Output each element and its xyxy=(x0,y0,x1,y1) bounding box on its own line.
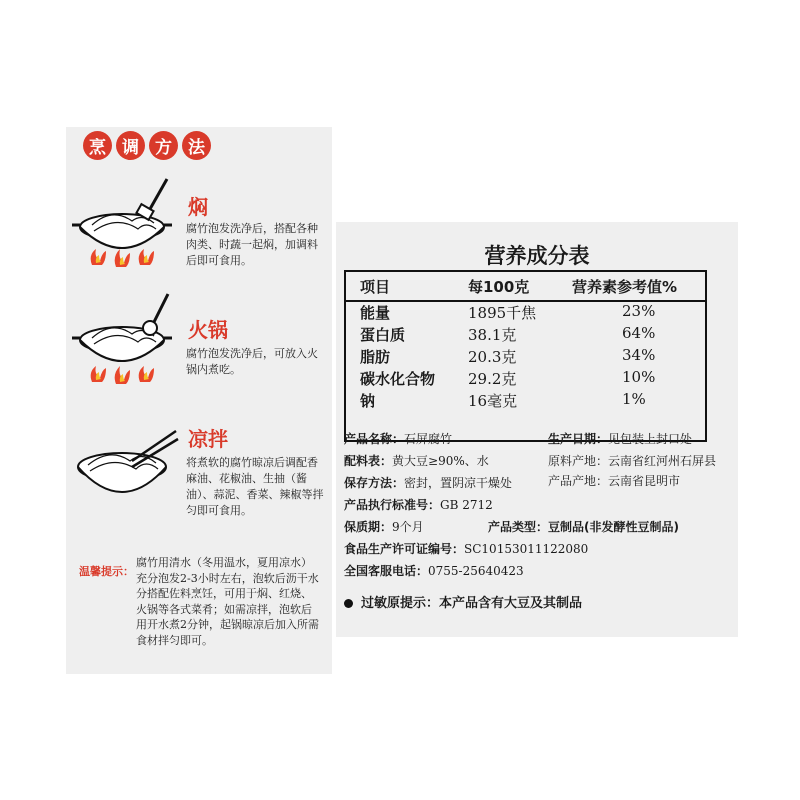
standard xyxy=(344,496,493,513)
product-name-label: 产品名称： xyxy=(344,432,405,446)
tip-text: 腐竹用清水（冬用温水，夏用凉水）充分泡发2-3小时左右，泡软后沥干水分搭配佐料烹饪，可用于焖、红烧、火锅等各式菜肴；如需凉拌，泡软后用开水煮2分钟，起锅晾凉后加入所需食材拌匀即可。 xyxy=(136,556,319,647)
production-origin-value: 云南省昆明市 xyxy=(608,474,681,488)
row-item: 蛋白质 xyxy=(360,326,406,344)
method-name: 焖 xyxy=(188,195,208,219)
wok-ladle-icon xyxy=(72,292,182,392)
header-per100: 每100克 xyxy=(468,278,530,296)
row-per100: 1895千焦 xyxy=(468,304,537,322)
hotline-label: 全国客服电话： xyxy=(344,564,429,578)
ingredients xyxy=(344,452,489,469)
table-row xyxy=(346,324,705,348)
info-panel xyxy=(336,222,738,637)
raw-origin xyxy=(548,452,716,469)
shelf-life-label: 保质期： xyxy=(344,520,393,534)
method-desc: 腐竹泡发洗净后，可放入火锅内煮吃。 xyxy=(186,347,318,376)
row-nrv: 64% xyxy=(622,324,656,342)
table-row xyxy=(346,302,705,326)
license xyxy=(344,540,588,557)
license-label: 食品生产许可证编号： xyxy=(344,542,465,556)
method-desc: 将煮软的腐竹晾凉后调配香麻油、花椒油、生抽（酱油）、蒜泥、香菜、辣椒等拌匀即可食用。 xyxy=(186,456,324,517)
table-row xyxy=(346,390,705,414)
hotline xyxy=(344,562,524,579)
table-row xyxy=(346,346,705,370)
row-nrv: 1% xyxy=(622,390,646,408)
title-char: 调 xyxy=(116,131,145,160)
row-item: 能量 xyxy=(360,304,391,322)
shelf-life-value: 9个月 xyxy=(392,520,424,534)
nutrition-table xyxy=(344,270,707,442)
row-nrv: 34% xyxy=(622,346,656,364)
row-per100: 29.2克 xyxy=(468,370,517,388)
cooking-title xyxy=(83,131,211,160)
bullet-icon xyxy=(344,599,353,608)
method-name: 火锅 xyxy=(188,318,228,342)
row-nrv: 23% xyxy=(622,302,656,320)
raw-origin-value: 云南省红河州石屏县 xyxy=(608,454,717,468)
row-item: 脂肪 xyxy=(360,348,391,366)
storage xyxy=(344,474,512,491)
product-name-value: 石屏腐竹 xyxy=(404,432,453,446)
hotline-value: 0755-25640423 xyxy=(428,564,524,578)
table-row xyxy=(346,368,705,392)
nutrition-title: 营养成分表 xyxy=(484,244,590,268)
product-type-value: 豆制品(非发酵性豆制品) xyxy=(548,520,679,534)
production-origin-label: 产品产地： xyxy=(548,474,609,488)
product-name xyxy=(344,430,452,447)
product-type-label: 产品类型： xyxy=(488,520,549,534)
raw-origin-label: 原料产地： xyxy=(548,454,609,468)
license-value: SC10153011122080 xyxy=(464,542,589,556)
row-nrv: 10% xyxy=(622,368,656,386)
method-desc: 腐竹泡发洗净后，搭配各种肉类、时蔬一起焖，加调料后即可食用。 xyxy=(186,222,318,267)
row-per100: 20.3克 xyxy=(468,348,517,366)
standard-value: GB 2712 xyxy=(440,498,493,512)
production-date-value: 见包装上封口处 xyxy=(608,432,693,446)
cooking-panel xyxy=(66,127,332,674)
storage-label: 保存方法： xyxy=(344,476,405,490)
method-name: 凉拌 xyxy=(188,427,228,451)
ingredients-label: 配料表： xyxy=(344,454,393,468)
shelf-life xyxy=(344,518,424,535)
product-type xyxy=(488,518,679,535)
allergen-notice xyxy=(344,592,582,611)
title-char: 法 xyxy=(182,131,211,160)
row-per100: 16毫克 xyxy=(468,392,518,410)
header-item: 项目 xyxy=(360,278,391,296)
row-per100: 38.1克 xyxy=(468,326,517,344)
production-date-label: 生产日期： xyxy=(548,432,609,446)
standard-label: 产品执行标准号： xyxy=(344,498,441,512)
production-origin xyxy=(548,472,680,489)
table-header xyxy=(346,272,705,302)
row-item: 钠 xyxy=(360,392,376,410)
storage-value: 密封，置阴凉干燥处 xyxy=(404,476,513,490)
ingredients-value: 黄大豆≥90%、水 xyxy=(392,454,489,468)
tip-label: 温馨提示： xyxy=(79,565,134,578)
allergen-text: 过敏原提示：本产品含有大豆及其制品 xyxy=(361,596,583,611)
row-item: 碳水化合物 xyxy=(360,370,436,388)
production-date xyxy=(548,430,692,447)
header-nrv: 营养素参考值% xyxy=(572,278,678,296)
bowl-chopsticks-icon xyxy=(72,417,182,517)
title-char: 烹 xyxy=(83,131,112,160)
title-char: 方 xyxy=(149,131,178,160)
wok-spatula-icon xyxy=(72,177,182,277)
